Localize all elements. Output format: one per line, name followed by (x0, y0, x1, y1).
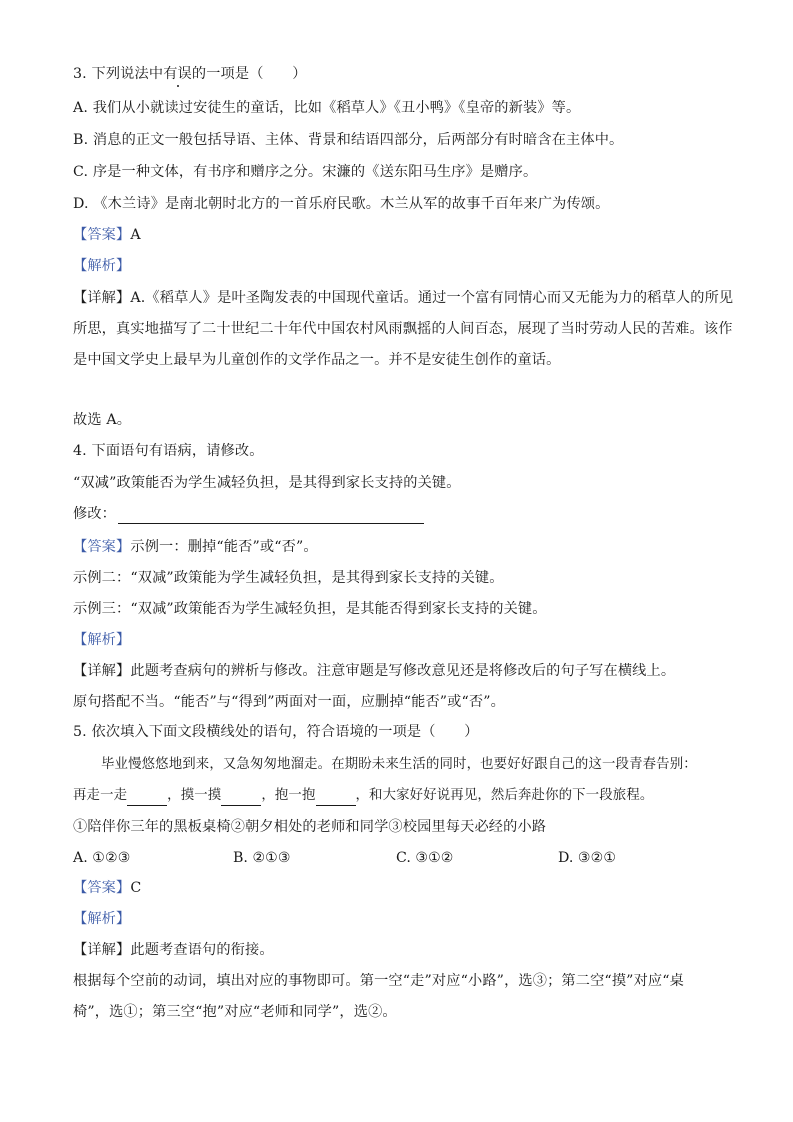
q3-stem (73, 64, 307, 84)
q3-stem-suffix: 的一项是（ ） (191, 66, 307, 82)
q4-answer-line-1 (73, 537, 318, 557)
q5-option-d: D. ③②① (558, 850, 617, 866)
q3-stem-emphasis: 有误 (163, 66, 192, 82)
q4-revise-row (73, 504, 424, 524)
q5-passage-part-d: ，和大家好好说再见，然后奔赴你的下一段旅程。 (355, 788, 654, 803)
q3-conclusion: 故选 A。 (73, 412, 132, 428)
q3-answer-value: A (130, 227, 141, 243)
q4-sentence: “双减”政策能否为学生减轻负担，是其得到家长支持的关键。 (73, 475, 461, 491)
q4-example-3: 示例三：“双减”政策能否为学生减轻负担，是其能否得到家长支持的关键。 (73, 601, 547, 617)
q5-blank-3[interactable] (316, 791, 356, 806)
q4-example-1: 示例一：删掉“能否”或“否”。 (130, 539, 318, 555)
q3-detail-text-1: A.《稻草人》是叶圣陶发表的中国现代童话。通过一个富有同情心而又无能为力的稻草人的所见 (130, 290, 734, 306)
answer-tag: 【答案】 (73, 539, 131, 555)
q4-detail-line-2: 原句搭配不当。“能否”与“得到”两面对一面，应删掉“能否”或“否”。 (73, 694, 506, 710)
q3-option-b: B. 消息的正文一般包括导语、主体、背景和结语四部分，后两部分有时暗含在主体中。 (73, 132, 624, 148)
q5-detail-line-1 (73, 940, 274, 960)
q5-items: ①陪伴你三年的黑板桌椅②朝夕相处的老师和同学③校园里每天必经的小路 (73, 819, 547, 835)
answer-tag: 【答案】 (73, 880, 131, 896)
answer-tag: 【答案】 (73, 227, 131, 243)
q3-detail-line-3: 是中国文学史上最早为儿童创作的文学作品之一。并不是安徒生创作的童话。 (73, 352, 561, 368)
q5-option-b: B. ②①③ (233, 850, 291, 866)
q5-detail-line-2: 根据每个空前的动词，填出对应的事物即可。第一空“走”对应“小路”，选③；第二空“摸”对应“桌 (73, 973, 684, 989)
q3-detail-line-2: 所思，真实地描写了二十世纪二十年代中国农村风雨飘摇的人间百态，展现了当时劳动人民的苦难。该作 (73, 321, 733, 337)
q3-detail-line-1 (73, 288, 733, 308)
q4-detail-line-1 (73, 661, 675, 681)
q3-option-c: C. 序是一种文体，有书序和赠序之分。宋濂的《送东阳马生序》是赠序。 (73, 164, 538, 180)
q5-detail-text: 此题考查语句的衔接。 (130, 942, 274, 958)
q3-stem-prefix: 3. 下列说法中 (73, 66, 164, 82)
q5-stem: 5. 依次填入下面文段横线处的语句，符合语境的一项是（ ） (73, 724, 479, 740)
q3-answer (73, 225, 141, 245)
q5-passage-part-b: ，摸一摸 (167, 788, 222, 803)
q3-analysis-tag: 【解析】 (73, 258, 131, 274)
q3-option-d: D. 《木兰诗》是南北朝时北方的一首乐府民歌。木兰从军的故事千百年来广为传颂。 (73, 196, 610, 212)
q5-detail-line-3: 椅”，选①；第三空“抱”对应“老师和同学”，选②。 (73, 1004, 397, 1020)
detail-tag: 【详解】 (73, 942, 131, 958)
q5-analysis-tag: 【解析】 (73, 911, 131, 927)
q5-passage-part-a: 再走一走 (73, 788, 128, 803)
q5-answer-value: C (130, 880, 142, 896)
detail-tag: 【详解】 (73, 663, 131, 679)
q5-answer (73, 878, 141, 898)
q5-blank-1[interactable] (127, 791, 167, 806)
q5-blank-2[interactable] (221, 791, 261, 806)
q4-stem: 4. 下面语句有语病，请修改。 (73, 443, 264, 459)
q5-passage-line-1: 毕业慢悠悠地到来，又急匆匆地溜走。在期盼未来生活的同时，也要好好跟自己的这一段青春告别： (101, 757, 697, 772)
detail-tag: 【详解】 (73, 290, 131, 306)
q5-option-a: A. ①②③ (73, 850, 131, 866)
q3-option-a: A. 我们从小就读过安徒生的童话，比如《稻草人》《丑小鸭》《皇帝的新装》等。 (73, 100, 581, 116)
q4-detail-text: 此题考查病句的辨析与修改。注意审题是写修改意见还是将修改后的句子写在横线上。 (130, 663, 676, 679)
q4-revise-label: 修改： (73, 506, 117, 522)
q4-analysis-tag: 【解析】 (73, 632, 131, 648)
q5-passage-part-c: ，抱一抱 (261, 788, 316, 803)
q4-answer-blank[interactable] (118, 509, 424, 524)
q5-option-c: C. ③①② (396, 850, 454, 866)
q5-passage-line-2 (73, 786, 653, 806)
q4-example-2: 示例二：“双减”政策能为学生减轻负担，是其得到家长支持的关键。 (73, 570, 504, 586)
